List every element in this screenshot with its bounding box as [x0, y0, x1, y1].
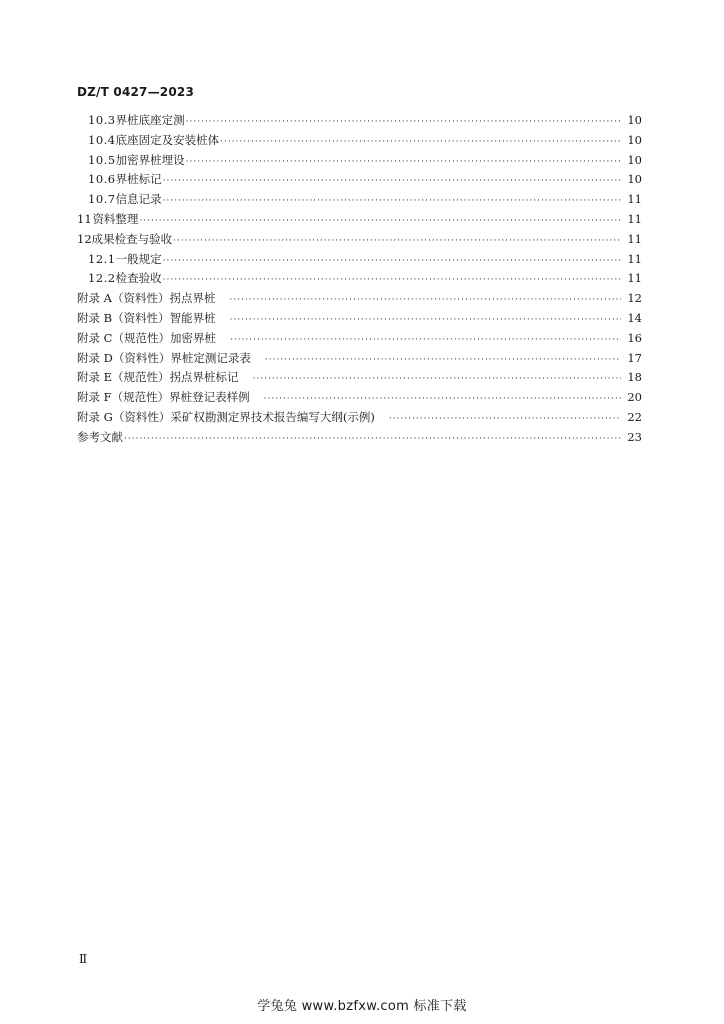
toc-entry[interactable] — [77, 191, 642, 211]
toc-entry-page: 17 — [627, 350, 642, 365]
toc-entry-title: 界桩标记 — [115, 172, 162, 187]
toc-leader-dots — [230, 315, 622, 325]
toc-entry-title: 参考文献 — [77, 429, 123, 444]
toc-entry-title: 采矿权勘测定界技术报告编写大纲(示例) — [170, 409, 375, 424]
toc-entry-title: 信息记录 — [115, 192, 162, 207]
toc-entry-page: 10 — [627, 113, 642, 127]
toc-entry-number: 10.3 — [88, 113, 116, 127]
toc-entry-title: 底座固定及安装桩体 — [115, 132, 220, 147]
toc-entry-number: 10.6 — [88, 172, 116, 187]
toc-entry-number: 12.2 — [88, 271, 116, 286]
toc-entry-title: 检查验收 — [115, 271, 162, 286]
toc-entry-appendix-label: 附录 G（资料性） — [77, 409, 171, 424]
toc-entry-page: 11 — [627, 211, 642, 226]
toc-entry[interactable] — [77, 350, 642, 370]
toc-entry-title: 加密界桩 — [169, 330, 216, 345]
toc-entry-number: 12.1 — [88, 251, 116, 266]
table-of-contents — [77, 112, 642, 449]
toc-entry-page: 14 — [627, 310, 642, 325]
toc-entry-appendix-label: 附录 E（规范性） — [77, 370, 170, 385]
toc-entry-title: 界桩登记表样例 — [169, 390, 250, 405]
toc-entry-page: 10 — [627, 152, 642, 167]
toc-entry-title: 拐点界桩 — [169, 291, 216, 306]
toc-leader-dots — [220, 137, 621, 147]
toc-leader-dots — [265, 355, 621, 365]
toc-leader-dots — [163, 256, 622, 266]
toc-entry[interactable] — [77, 369, 642, 389]
toc-entry-title: 成果检查与验收 — [91, 231, 173, 246]
toc-entry-number: 10.4 — [88, 132, 116, 147]
page-number: Ⅱ — [79, 952, 88, 966]
toc-entry[interactable] — [77, 112, 642, 132]
toc-entry-title: 加密界桩埋设 — [115, 152, 185, 167]
toc-entry[interactable] — [77, 330, 642, 350]
toc-entry-page: 23 — [627, 429, 642, 444]
toc-entry-page: 18 — [627, 370, 642, 385]
toc-entry[interactable] — [77, 310, 642, 330]
toc-leader-dots — [173, 236, 621, 246]
toc-leader-dots — [124, 434, 621, 444]
toc-entry-appendix-label: 附录 B（资料性） — [77, 310, 170, 325]
toc-entry-title: 拐点界桩标记 — [169, 370, 239, 385]
toc-entry[interactable] — [77, 270, 642, 290]
toc-entry-appendix-label: 附录 D（资料性） — [77, 350, 171, 365]
toc-entry-page: 12 — [627, 291, 642, 306]
toc-entry-page: 10 — [627, 132, 642, 147]
toc-entry[interactable] — [77, 231, 642, 251]
toc-entry-appendix-label: 附录 C（规范性） — [77, 330, 170, 345]
toc-entry-title: 界桩底座定测 — [115, 113, 185, 127]
toc-entry[interactable] — [77, 251, 642, 271]
standard-code: DZ/T 0427—2023 — [77, 85, 195, 99]
toc-entry-appendix-label: 附录 F（规范性） — [77, 390, 170, 405]
toc-entry-page: 11 — [627, 231, 642, 246]
toc-leader-dots — [389, 414, 622, 424]
toc-entry-page: 22 — [627, 409, 642, 424]
toc-leader-dots — [253, 374, 622, 384]
toc-entry-appendix-label: 附录 A（资料性） — [77, 291, 170, 306]
toc-entry[interactable] — [77, 389, 642, 409]
toc-entry-number: 12 — [77, 231, 92, 246]
toc-entry-page: 10 — [627, 172, 642, 187]
toc-entry[interactable] — [77, 211, 642, 231]
watermark-footer: 学兔兔 www.bzfxw.com 标准下载 — [257, 999, 467, 1014]
toc-entry-page: 20 — [627, 390, 642, 405]
toc-entry-page: 11 — [627, 192, 642, 207]
toc-entry-page: 11 — [627, 251, 642, 266]
toc-entry-page: 11 — [627, 271, 642, 286]
toc-entry-number: 10.7 — [88, 192, 116, 207]
toc-leader-dots — [230, 335, 621, 345]
toc-entry-title: 资料整理 — [92, 211, 139, 226]
toc-leader-dots — [163, 275, 622, 285]
toc-leader-dots — [139, 216, 621, 226]
toc-entry-number: 11 — [77, 211, 92, 226]
toc-entry[interactable] — [77, 409, 642, 429]
toc-leader-dots — [264, 394, 622, 404]
toc-leader-dots — [163, 196, 622, 206]
toc-leader-dots — [186, 157, 622, 167]
toc-entry[interactable] — [77, 171, 642, 191]
toc-entry-title: 智能界桩 — [169, 310, 216, 325]
toc-entry[interactable] — [77, 290, 642, 310]
toc-leader-dots — [163, 176, 622, 186]
toc-entry-title: 一般规定 — [115, 251, 162, 266]
toc-leader-dots — [186, 117, 622, 127]
toc-entry[interactable] — [77, 429, 642, 449]
toc-entry-number: 10.5 — [88, 152, 116, 167]
toc-entry[interactable] — [77, 152, 642, 172]
toc-entry-page: 16 — [627, 330, 642, 345]
toc-entry-title: 界桩定测记录表 — [170, 350, 251, 365]
toc-entry[interactable] — [77, 132, 642, 152]
toc-leader-dots — [229, 295, 621, 305]
